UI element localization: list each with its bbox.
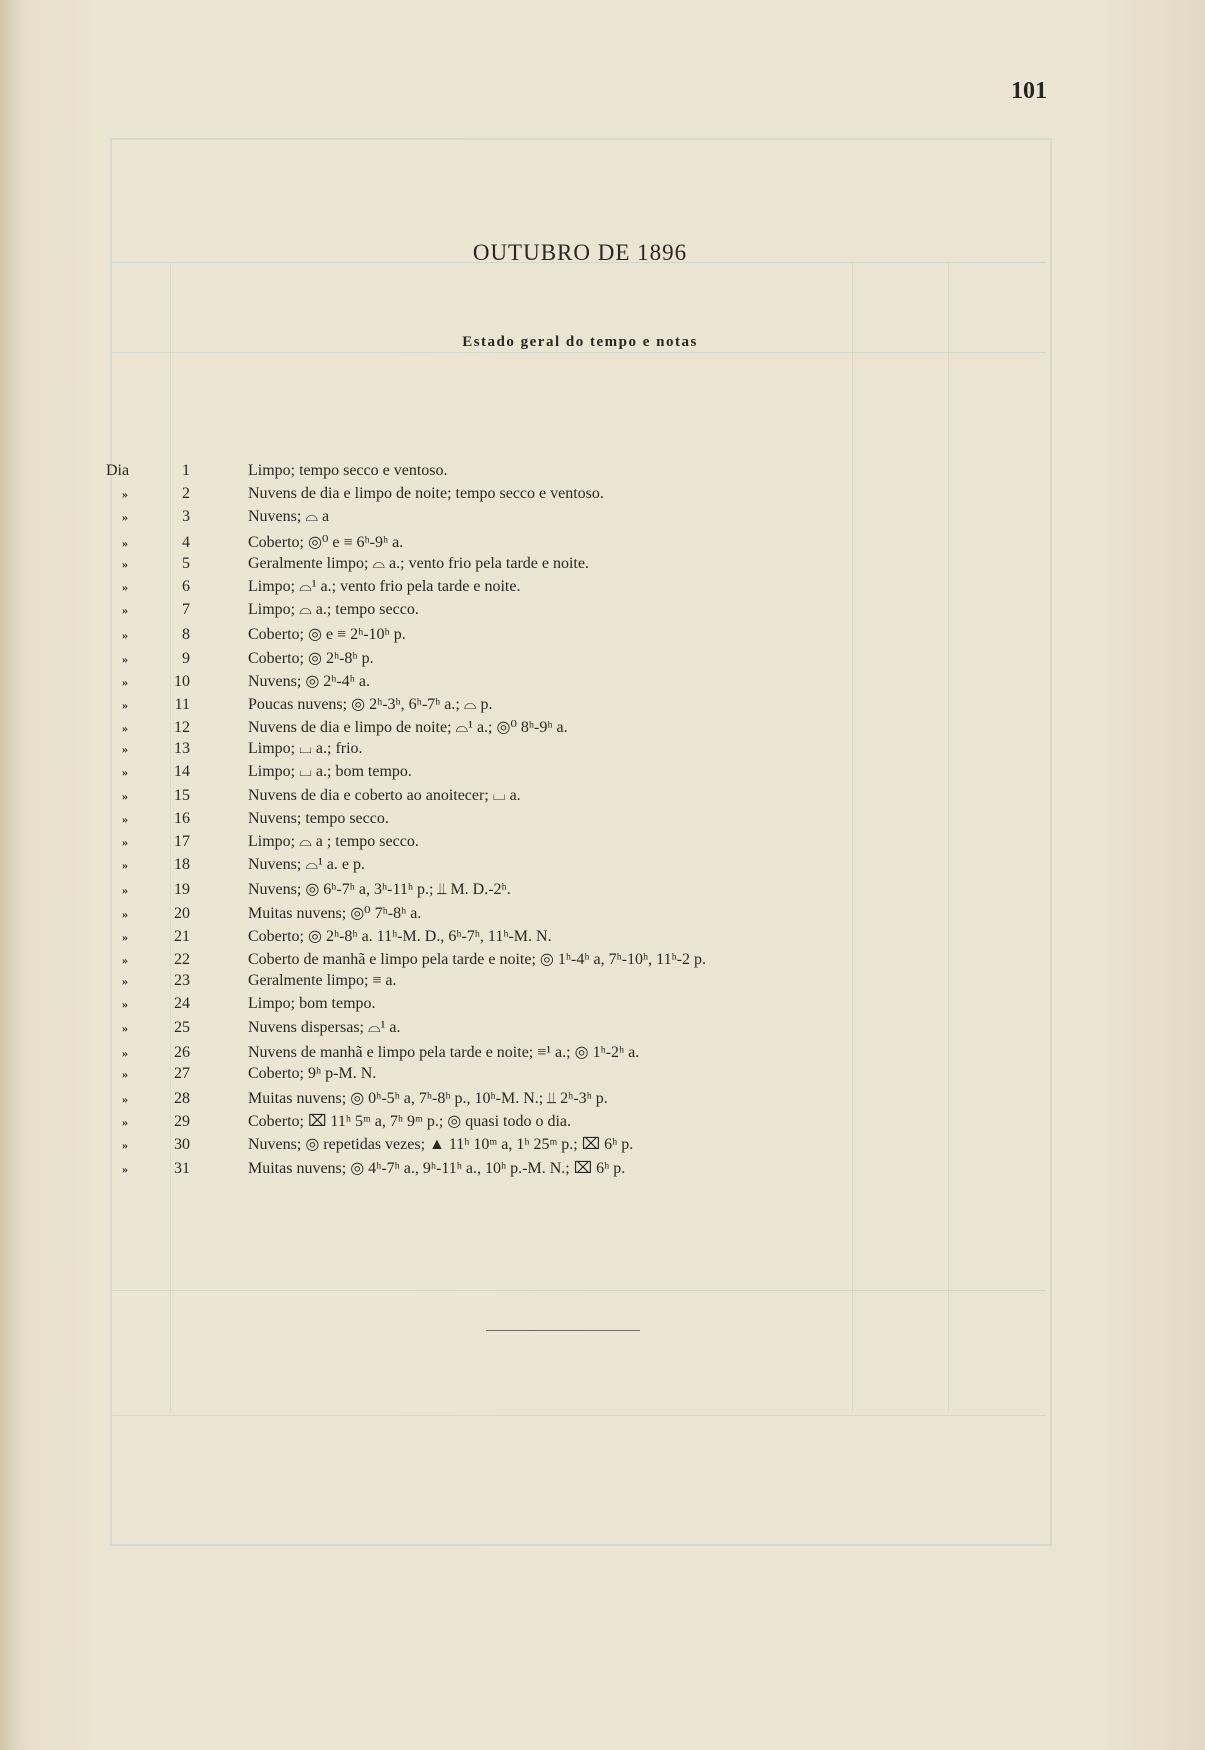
day-number: 8: [182, 626, 190, 644]
ditto-mark: »: [122, 1092, 128, 1107]
weather-note: Limpo; ⌓ a ; tempo secco.: [248, 833, 419, 850]
row-label: [106, 1090, 144, 1108]
row-label: [106, 485, 144, 503]
day-number: 16: [174, 809, 190, 827]
ditto-mark: »: [122, 721, 128, 736]
table-row: [106, 1158, 1166, 1181]
row-label: [106, 1160, 144, 1178]
weather-note: Nuvens; ◎ 2ʰ-4ʰ a.: [248, 672, 370, 690]
table-row: [106, 717, 1166, 740]
day-number: 27: [174, 1064, 190, 1082]
weather-note: Limpo; ⌓¹ a.; vento frio pela tarde e noite.: [248, 577, 521, 595]
table-row: [106, 926, 1166, 949]
weather-note: Coberto; ◎ 2ʰ-8ʰ a. 11ʰ-M. D., 6ʰ-7ʰ, 11ʰ-M. N.: [248, 927, 552, 945]
table-row: [106, 972, 1166, 995]
weather-note: Limpo; tempo secco e ventoso.: [248, 462, 448, 479]
ditto-mark: »: [122, 674, 128, 689]
row-label: [106, 763, 144, 781]
day-number: 15: [174, 786, 190, 804]
day-number: 30: [174, 1136, 190, 1154]
ditto-mark: »: [122, 765, 128, 780]
weather-note: Limpo; ⌴ a.; bom tempo.: [248, 763, 412, 781]
weather-note: Poucas nuvens; ◎ 2ʰ-3ʰ, 6ʰ-7ʰ a.; ⌓ p.: [248, 695, 493, 713]
day-number: 17: [174, 833, 190, 850]
row-label: [106, 601, 144, 619]
day-number: 31: [174, 1159, 190, 1177]
ditto-mark: »: [122, 1115, 128, 1130]
weather-note: Nuvens de dia e coberto ao anoitecer; ⌴ a.: [248, 786, 521, 804]
day-number: 13: [174, 740, 190, 758]
weather-note: Geralmente limpo; ≡ a.: [248, 972, 397, 990]
day-number: 1: [182, 462, 190, 479]
row-label: [106, 1019, 144, 1037]
ditto-mark: »: [122, 929, 128, 944]
table-row: [106, 578, 1166, 601]
day-number: 21: [174, 927, 190, 945]
day-number: 20: [174, 904, 190, 922]
weather-note: Coberto; ◎ 2ʰ-8ʰ p.: [248, 649, 374, 667]
day-number: 6: [182, 577, 190, 595]
ditto-mark: »: [122, 1066, 128, 1081]
ditto-mark: »: [122, 906, 128, 921]
table-row: [106, 648, 1166, 671]
weather-note: Limpo; ⌓ a.; tempo secco.: [248, 601, 419, 619]
day-number: 29: [174, 1113, 190, 1131]
table-row: [106, 995, 1166, 1018]
weather-notes-list: [106, 462, 1166, 1181]
table-row: [106, 462, 1166, 485]
table-row: [106, 787, 1166, 810]
ditto-mark: »: [122, 1045, 128, 1060]
day-number: 22: [174, 950, 190, 968]
ditto-mark: »: [122, 811, 128, 826]
table-row: [106, 879, 1166, 902]
row-label: [106, 740, 144, 758]
weather-note: Nuvens; ◎ repetidas vezes; ▲ 11ʰ 10ᵐ a, 1ʰ 25ᵐ p.; ⌧ 6ʰ p.: [248, 1136, 634, 1154]
weather-note: Coberto de manhã e limpo pela tarde e noite; ◎ 1ʰ-4ʰ a, 7ʰ-10ʰ, 11ʰ-2 p.: [248, 950, 707, 968]
day-number: 19: [174, 881, 190, 899]
weather-note: Coberto; 9ʰ p-M. N.: [248, 1064, 377, 1082]
day-number: 25: [174, 1018, 190, 1036]
day-number: 18: [174, 856, 190, 874]
day-number: 24: [174, 995, 190, 1013]
table-row: [106, 740, 1166, 763]
ditto-mark: »: [122, 858, 128, 873]
weather-note: Nuvens; ⌓¹ a. e p.: [248, 856, 365, 874]
row-label: [106, 995, 144, 1013]
table-row: [106, 1042, 1166, 1065]
row-label: [106, 1113, 144, 1131]
row-label: [106, 696, 144, 714]
table-row: [106, 810, 1166, 833]
ditto-mark: »: [122, 556, 128, 571]
weather-note: Limpo; bom tempo.: [248, 995, 376, 1013]
ditto-mark: »: [122, 603, 128, 618]
table-row: [106, 1019, 1166, 1042]
weather-note: Nuvens; ⌓ a: [248, 508, 330, 526]
row-label: [106, 673, 144, 691]
day-number: 23: [174, 972, 190, 990]
row-label: [106, 856, 144, 874]
ditto-mark: »: [122, 788, 128, 803]
row-label: [106, 928, 144, 946]
row-label: [106, 951, 144, 969]
section-subtitle: Estado geral do tempo e notas: [462, 334, 698, 350]
row-label: [106, 810, 144, 828]
row-label: [106, 972, 144, 990]
row-label: [106, 881, 144, 899]
ditto-mark: »: [122, 697, 128, 712]
weather-note: Coberto; ⌧ 11ʰ 5ᵐ a, 7ʰ 9ᵐ p.; ◎ quasi todo o dia.: [248, 1113, 572, 1131]
page-title: OUTUBRO DE 1896: [472, 240, 688, 265]
table-row: [106, 903, 1166, 926]
row-label: [106, 905, 144, 923]
weather-note: Muitas nuvens; ◎ 0ʰ-5ʰ a, 7ʰ-8ʰ p., 10ʰ-M. N.; ⫫ 2ʰ-3ʰ p.: [248, 1090, 608, 1108]
ditto-mark: »: [122, 1020, 128, 1035]
row-label: [106, 787, 144, 805]
row-label: [106, 555, 144, 573]
weather-note: Nuvens de dia e limpo de noite; ⌓¹ a.; ◎⁰ 8ʰ-9ʰ a.: [248, 719, 568, 737]
day-number: 26: [174, 1043, 190, 1061]
ditto-mark: »: [122, 487, 128, 502]
show-through-line: [112, 352, 1046, 353]
table-row: [106, 671, 1166, 694]
day-number: 7: [182, 601, 190, 619]
table-row: [106, 833, 1166, 856]
table-row: [106, 508, 1166, 531]
weather-note: Nuvens dispersas; ⌓¹ a.: [248, 1018, 401, 1036]
day-number: 4: [182, 533, 190, 551]
weather-note: Geralmente limpo; ⌓ a.; vento frio pela tarde e noite.: [248, 554, 589, 572]
ditto-mark: »: [122, 883, 128, 898]
row-label: [106, 534, 144, 552]
day-number: 12: [174, 719, 190, 737]
show-through-line: [112, 1290, 1046, 1291]
ditto-mark: »: [122, 997, 128, 1012]
ditto-mark: »: [122, 835, 128, 849]
table-row: [106, 1134, 1166, 1157]
table-row: [106, 555, 1166, 578]
table-row: [106, 1065, 1166, 1088]
row-label: [106, 1065, 144, 1083]
row-label: [106, 1044, 144, 1062]
table-row: [106, 1111, 1166, 1134]
show-through-line: [112, 1415, 1046, 1416]
table-row: [106, 485, 1166, 508]
table-row: [106, 694, 1166, 717]
ditto-mark: »: [122, 651, 128, 666]
weather-note: Limpo; ⌴ a.; frio.: [248, 740, 363, 758]
ditto-mark: »: [122, 628, 128, 643]
table-row: [106, 1088, 1166, 1111]
table-row: [106, 601, 1166, 624]
column-label: Dia: [106, 462, 130, 479]
ditto-mark: »: [122, 742, 128, 757]
row-label: [106, 578, 144, 596]
weather-note: Nuvens de manhã e limpo pela tarde e noite; ≡¹ a.; ◎ 1ʰ-2ʰ a.: [248, 1043, 640, 1061]
row-label: [106, 508, 144, 526]
ditto-mark: »: [122, 952, 128, 967]
ditto-mark: »: [122, 1161, 128, 1176]
day-number: 3: [182, 508, 190, 526]
row-label: [106, 1136, 144, 1154]
day-number: 2: [182, 485, 190, 503]
day-number: 5: [182, 554, 190, 572]
day-number: 14: [174, 763, 190, 781]
table-row: [106, 949, 1166, 972]
weather-note: Nuvens de dia e limpo de noite; tempo secco e ventoso.: [248, 485, 604, 503]
weather-note: Nuvens; ◎ 6ʰ-7ʰ a, 3ʰ-11ʰ p.; ⫫ M. D.-2ʰ.: [248, 881, 511, 899]
weather-note: Coberto; ◎⁰ e ≡ 6ʰ-9ʰ a.: [248, 533, 404, 551]
table-row: [106, 763, 1166, 786]
day-number: 9: [182, 649, 190, 667]
day-number: 10: [174, 672, 190, 690]
ditto-mark: »: [122, 579, 128, 594]
ditto-mark: »: [122, 1138, 128, 1153]
row-label: [106, 719, 144, 737]
day-number: 28: [174, 1090, 190, 1108]
ditto-mark: »: [122, 974, 128, 989]
page-number: 101: [1011, 78, 1047, 104]
table-row: [106, 532, 1166, 555]
table-row: [106, 856, 1166, 879]
row-label: [106, 650, 144, 668]
ditto-mark: »: [122, 510, 128, 525]
table-row: [106, 624, 1166, 647]
end-rule: [486, 1330, 640, 1331]
day-number: 11: [174, 695, 190, 713]
weather-note: Muitas nuvens; ◎ 4ʰ-7ʰ a., 9ʰ-11ʰ a., 10ʰ p.-M. N.; ⌧ 6ʰ p.: [248, 1159, 626, 1177]
ditto-mark: »: [122, 535, 128, 550]
row-label: [106, 626, 144, 644]
row-label: [106, 833, 144, 851]
weather-note: Coberto; ◎ e ≡ 2ʰ-10ʰ p.: [248, 626, 406, 644]
weather-note: Nuvens; tempo secco.: [248, 809, 389, 827]
weather-note: Muitas nuvens; ◎⁰ 7ʰ-8ʰ a.: [248, 904, 422, 922]
